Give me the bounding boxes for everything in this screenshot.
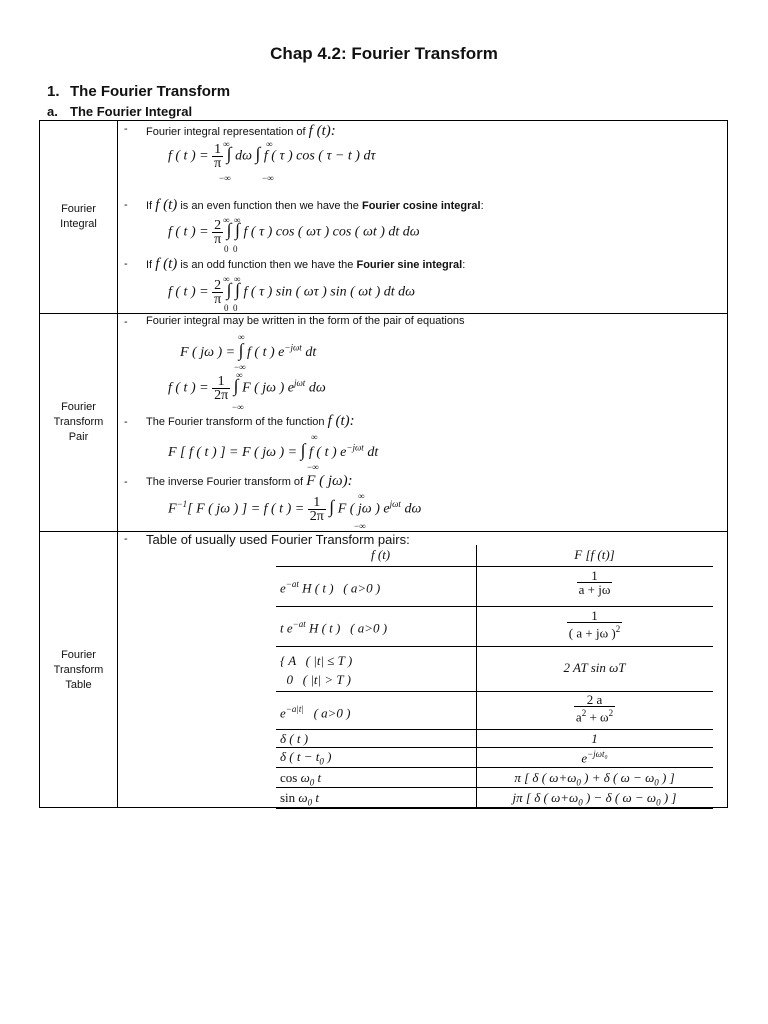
cell-F: $\frac{2 a}{a^2 + \omega^2}$ bbox=[575, 692, 614, 725]
bullet-text: Fourier integral may be written in the form of the pair of equations bbox=[146, 315, 465, 327]
upper-limit: ∞ ∞ bbox=[223, 274, 241, 284]
content-cell bbox=[118, 314, 728, 531]
section-label: The Fourier Transform bbox=[70, 83, 231, 100]
table-row bbox=[276, 787, 713, 809]
bullet-text: Table of usually used Fourier Transform pairs: bbox=[146, 532, 410, 547]
content-cell bbox=[118, 532, 728, 808]
upper-limit: ∞ bbox=[223, 139, 230, 149]
content-cell bbox=[118, 121, 728, 313]
row-fourier-transform-table bbox=[39, 531, 728, 808]
bullet-dash: - bbox=[124, 533, 128, 545]
category-line: Transform bbox=[53, 663, 104, 676]
upper-limit: ∞ ∞ bbox=[223, 215, 241, 225]
bullet-dash: - bbox=[124, 199, 128, 211]
subsection-heading bbox=[47, 104, 192, 119]
lower-limit: −∞ bbox=[219, 173, 231, 183]
formula-fourier-integral: f ( t ) = $\frac{1}{\pi}$ ∫ dω ∫ f ( τ ) cos ( τ − t ) dτ bbox=[168, 142, 376, 171]
cell-F: π [ δ ( $\omega+\omega_0$ ) + δ ( $\omega - \omega_0$ ) ] bbox=[514, 770, 675, 788]
cell-f: { A ( |t| ≤ T ) 0 ( |t| > T ) bbox=[280, 653, 353, 687]
category-cell bbox=[40, 314, 118, 531]
category-line: Transform bbox=[53, 416, 104, 428]
lower-limit: 0 0 bbox=[224, 244, 238, 254]
bullet-dash: - bbox=[124, 416, 128, 428]
col-header-f: f (t) bbox=[371, 547, 391, 562]
cell-f: $e^{-a|t|}$ ( a>0 ) bbox=[280, 704, 351, 721]
table-row bbox=[276, 566, 713, 607]
cell-f: δ ( t ) bbox=[280, 731, 309, 746]
cell-F: jπ [ δ ( $\omega+\omega_0$ ) − δ ( $\omega - \omega_0$ ) ] bbox=[512, 790, 677, 808]
row-fourier-integral bbox=[39, 120, 728, 313]
section-heading bbox=[47, 83, 230, 100]
cell-F: $e^{-j\omega t_0}$ bbox=[581, 749, 608, 766]
category-line: Fourier bbox=[61, 648, 96, 661]
category-line: Integral bbox=[60, 218, 97, 230]
category-line: Fourier bbox=[61, 203, 96, 215]
subsection-label: The Fourier Integral bbox=[70, 104, 193, 119]
category-line: Pair bbox=[68, 431, 89, 443]
bullet-text: If f (t) is an even function then we have the Fourier cosine integral: bbox=[146, 197, 484, 213]
formula-inverse-of-F: $F^{-1}$[ F ( jω ) ] = f ( t ) = $\frac{1}{2\pi}$ ∫ F ( jω ) $e^{j\omega t}$ dω bbox=[168, 495, 422, 524]
upper-limit: ∞ bbox=[358, 491, 365, 501]
category-cell bbox=[40, 532, 118, 808]
bullet-text: The inverse Fourier transform of F ( jω): bbox=[146, 473, 353, 489]
lower-limit: −∞ bbox=[354, 521, 366, 531]
upper-limit: ∞ bbox=[238, 332, 245, 342]
cell-f: t $e^{-at}$ H ( t ) ( a>0 ) bbox=[280, 619, 388, 636]
formula-sine-integral: f ( t ) = $\frac{2}{\pi}$ ∫ ∫ f ( τ ) sin ( ωτ ) sin ( ωt ) dt dω bbox=[168, 278, 416, 307]
upper-limit: ∞ bbox=[266, 139, 273, 149]
bullet-text: If f (t) is an odd function then we have the Fourier sine integral: bbox=[146, 256, 466, 272]
upper-limit: ∞ bbox=[236, 370, 243, 380]
transform-pairs-table bbox=[276, 545, 713, 807]
cell-F: $\frac{1}{a + j\omega}$ bbox=[578, 568, 611, 597]
table-row bbox=[276, 729, 713, 748]
category-cell bbox=[40, 121, 118, 313]
section-number: 1. bbox=[47, 83, 60, 100]
table-row bbox=[276, 691, 713, 730]
formula-forward-transform: F ( jω ) = ∫ f ( t ) $e^{-j\omega t}$ dt bbox=[180, 340, 317, 360]
bullet-dash: - bbox=[124, 123, 128, 135]
row-fourier-transform-pair bbox=[39, 313, 728, 531]
cell-f: $\sin \omega_0$ t bbox=[280, 790, 319, 808]
lower-limit: −∞ bbox=[232, 402, 244, 412]
bullet-dash: - bbox=[124, 476, 128, 488]
formula-transform-of-f: F [ f ( t ) ] = F ( jω ) = ∫ f ( t ) $e^{-j\omega t}$ dt bbox=[168, 440, 379, 460]
table-row bbox=[276, 606, 713, 647]
bullet-dash: - bbox=[124, 258, 128, 270]
table-row bbox=[276, 767, 713, 788]
lower-limit: −∞ bbox=[307, 462, 319, 472]
subsection-number: a. bbox=[47, 104, 58, 119]
cell-f: δ ( $t - t_0$ ) bbox=[280, 749, 332, 767]
fourier-table bbox=[39, 120, 728, 808]
col-header-F: F [f (t)] bbox=[574, 547, 615, 562]
formula-cosine-integral: f ( t ) = $\frac{2}{\pi}$ ∫ ∫ f ( τ ) cos ( ωτ ) cos ( ωt ) dt dω bbox=[168, 218, 420, 247]
table-row bbox=[276, 747, 713, 768]
bullet-dash: - bbox=[124, 316, 128, 328]
lower-limit: −∞ bbox=[262, 173, 274, 183]
cell-F: $\frac{1}{( a + j\omega )^2}$ bbox=[568, 608, 621, 641]
lower-limit: 0 0 bbox=[224, 303, 238, 313]
cell-f: $e^{-at}$ H ( t ) ( a>0 ) bbox=[280, 579, 381, 596]
category-line: Fourier bbox=[61, 401, 96, 413]
cell-F: 2 AT sin ωT bbox=[563, 660, 626, 675]
lower-limit: −∞ bbox=[234, 362, 246, 372]
formula-inverse-transform: f ( t ) = $\frac{1}{2\pi}$ ∫ F ( jω ) $e^{j\omega t}$ dω bbox=[168, 374, 326, 403]
bullet-text: Fourier integral representation of f (t): bbox=[146, 123, 336, 139]
table-row bbox=[276, 646, 713, 692]
cell-F: 1 bbox=[591, 731, 598, 746]
cell-f: $\cos \omega_0$ t bbox=[280, 770, 322, 788]
page-title: Chap 4.2: Fourier Transform bbox=[270, 44, 498, 63]
upper-limit: ∞ bbox=[311, 432, 318, 442]
bullet-text: The Fourier transform of the function f (t): bbox=[146, 413, 355, 429]
category-line: Table bbox=[65, 678, 92, 691]
